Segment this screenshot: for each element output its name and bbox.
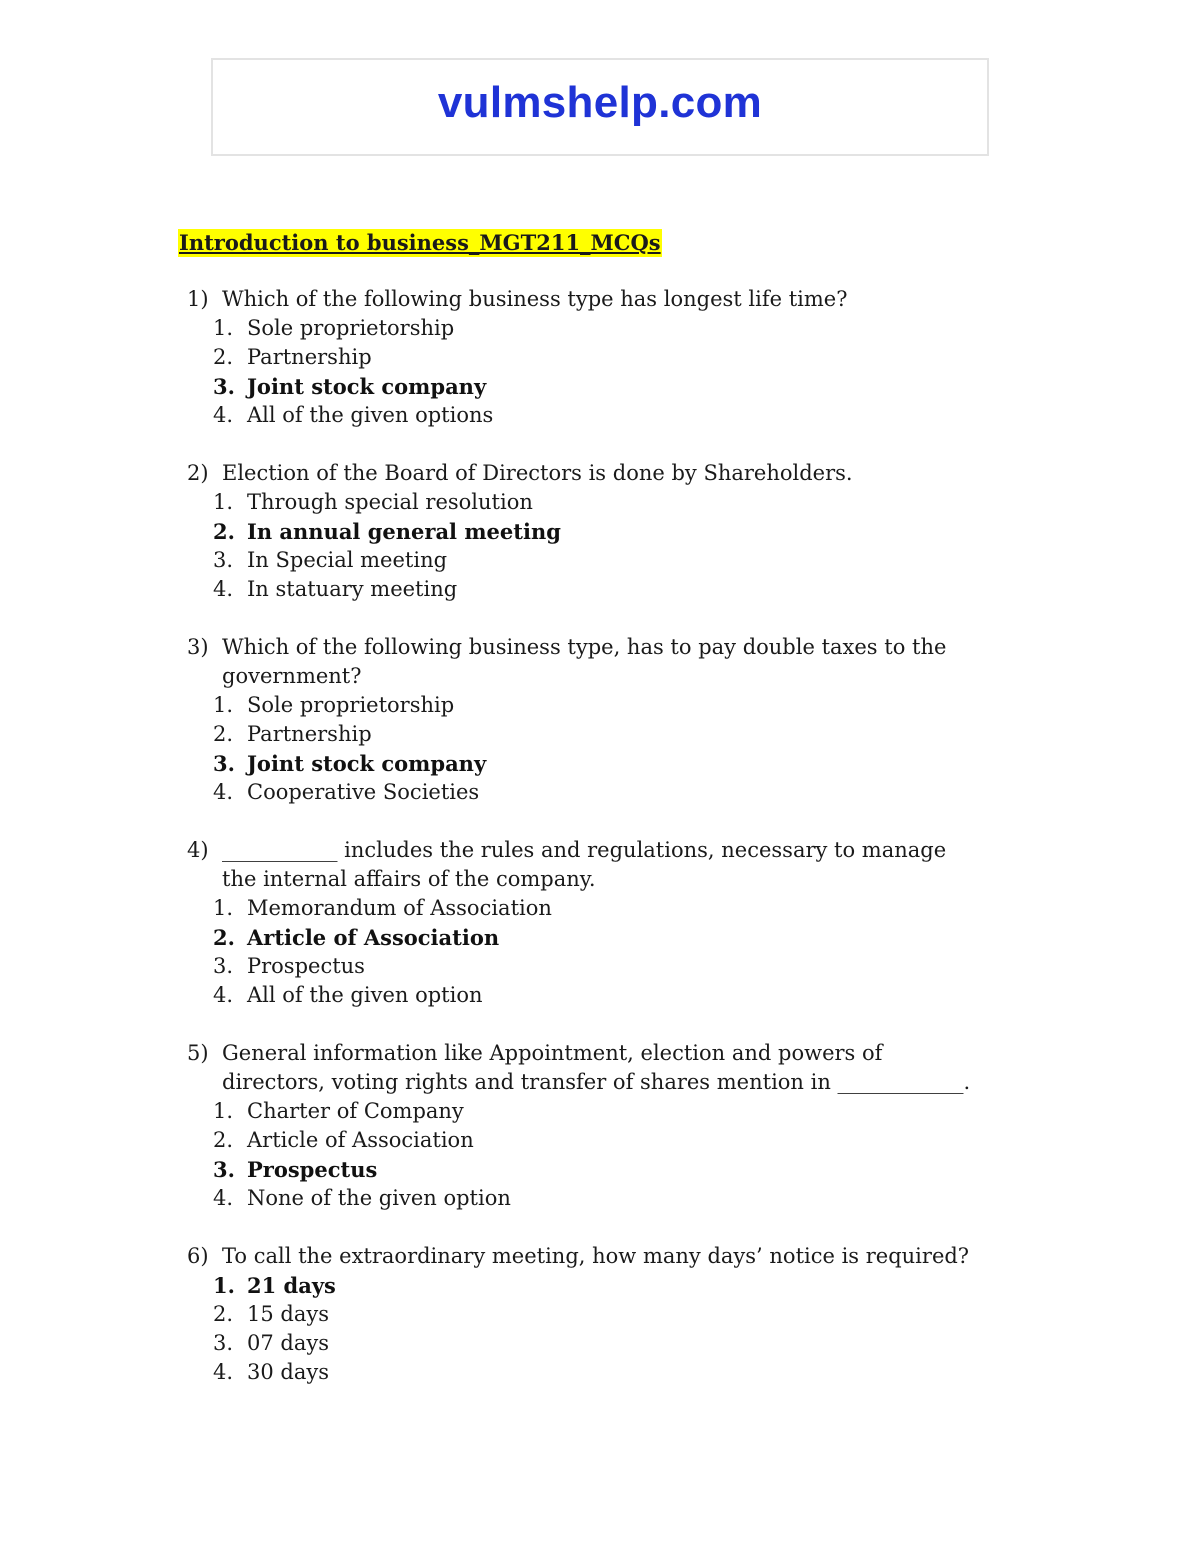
- answer-option: [187, 1097, 987, 1126]
- option-number: 4.: [213, 577, 234, 601]
- correct-answer-option: [187, 517, 987, 546]
- option-number: 1.: [213, 896, 234, 920]
- correct-answer-option: [187, 372, 987, 401]
- option-number: 3.: [213, 751, 235, 776]
- option-number: 3.: [213, 374, 235, 399]
- question-row: [187, 1242, 987, 1271]
- question-text: ___________ includes the rules and regulations, necessary to manage the internal affairs of the company.: [222, 838, 947, 891]
- question-number: 5): [187, 1041, 209, 1065]
- question-item: [187, 285, 987, 430]
- option-text: Prospectus: [247, 954, 365, 978]
- question-number: 2): [187, 461, 209, 485]
- option-text: 07 days: [247, 1331, 330, 1355]
- option-text: In statuary meeting: [247, 577, 458, 601]
- option-number: 2.: [213, 519, 235, 544]
- question-list: [187, 285, 987, 1416]
- answer-option: [187, 488, 987, 517]
- option-text: Charter of Company: [247, 1099, 464, 1123]
- question-text: To call the extraordinary meeting, how many days’ notice is required?: [222, 1244, 970, 1268]
- option-list: [187, 894, 987, 1010]
- answer-option: [187, 401, 987, 430]
- site-banner-text: vulmshelp.com: [437, 78, 763, 127]
- option-list: [187, 1097, 987, 1213]
- option-number: 2.: [213, 345, 234, 369]
- option-number: 3.: [213, 1331, 234, 1355]
- option-number: 3.: [213, 1157, 235, 1182]
- answer-option: [187, 314, 987, 343]
- answer-option: [187, 1329, 987, 1358]
- question-item: [187, 459, 987, 604]
- option-text: Through special resolution: [247, 490, 533, 514]
- option-text: All of the given options: [247, 403, 494, 427]
- question-row: [187, 1039, 987, 1097]
- option-number: 4.: [213, 1360, 234, 1384]
- answer-option: [187, 1126, 987, 1155]
- question-number: 6): [187, 1244, 209, 1268]
- option-number: 1.: [213, 490, 234, 514]
- option-text: Joint stock company: [247, 751, 487, 776]
- question-row: [187, 285, 987, 314]
- option-text: Memorandum of Association: [247, 896, 552, 920]
- answer-option: [187, 720, 987, 749]
- answer-option: [187, 952, 987, 981]
- option-text: 21 days: [247, 1273, 336, 1298]
- option-text: Article of Association: [247, 1128, 474, 1152]
- answer-option: [187, 981, 987, 1010]
- question-row: [187, 836, 987, 894]
- question-row: [187, 633, 987, 691]
- option-list: [187, 488, 987, 604]
- question-row: [187, 459, 987, 488]
- option-text: 15 days: [247, 1302, 330, 1326]
- question-text: Which of the following business type has longest life time?: [222, 287, 848, 311]
- option-number: 3.: [213, 954, 234, 978]
- question-item: [187, 633, 987, 807]
- option-number: 4.: [213, 780, 234, 804]
- question-text: Election of the Board of Directors is done by Shareholders.: [222, 461, 853, 485]
- question-text: General information like Appointment, election and powers of directors, voting rights and transfer of shares mention in ____________.: [222, 1041, 971, 1094]
- option-number: 1.: [213, 1099, 234, 1123]
- option-number: 2.: [213, 722, 234, 746]
- answer-option: [187, 1300, 987, 1329]
- option-number: 3.: [213, 548, 234, 572]
- question-number: 3): [187, 635, 209, 659]
- question-text: Which of the following business type, has to pay double taxes to the government?: [222, 635, 947, 688]
- site-banner: [211, 58, 989, 156]
- option-number: 4.: [213, 983, 234, 1007]
- option-text: Partnership: [247, 345, 372, 369]
- option-text: All of the given option: [247, 983, 483, 1007]
- answer-option: [187, 546, 987, 575]
- option-text: Cooperative Societies: [247, 780, 480, 804]
- option-number: 4.: [213, 403, 234, 427]
- question-item: [187, 1242, 987, 1387]
- option-number: 1.: [213, 316, 234, 340]
- option-text: None of the given option: [247, 1186, 511, 1210]
- correct-answer-option: [187, 1155, 987, 1184]
- option-text: In annual general meeting: [247, 519, 561, 544]
- answer-option: [187, 1358, 987, 1387]
- option-text: Sole proprietorship: [247, 693, 455, 717]
- option-number: 1.: [213, 1273, 235, 1298]
- correct-answer-option: [187, 1271, 987, 1300]
- correct-answer-option: [187, 749, 987, 778]
- answer-option: [187, 778, 987, 807]
- correct-answer-option: [187, 923, 987, 952]
- answer-option: [187, 343, 987, 372]
- option-list: [187, 314, 987, 430]
- option-text: 30 days: [247, 1360, 330, 1384]
- option-number: 2.: [213, 925, 235, 950]
- question-item: [187, 836, 987, 1010]
- option-number: 1.: [213, 693, 234, 717]
- answer-option: [187, 691, 987, 720]
- option-text: Partnership: [247, 722, 372, 746]
- option-text: Joint stock company: [247, 374, 487, 399]
- option-number: 4.: [213, 1186, 234, 1210]
- question-number: 4): [187, 838, 209, 862]
- answer-option: [187, 1184, 987, 1213]
- option-text: In Special meeting: [247, 548, 448, 572]
- option-list: [187, 691, 987, 807]
- answer-option: [187, 575, 987, 604]
- option-list: [187, 1271, 987, 1387]
- answer-option: [187, 894, 987, 923]
- question-item: [187, 1039, 987, 1213]
- option-text: Prospectus: [247, 1157, 378, 1182]
- document-title: Introduction to business_MGT211_MCQs: [179, 230, 661, 255]
- option-text: Article of Association: [247, 925, 500, 950]
- question-number: 1): [187, 287, 209, 311]
- option-text: Sole proprietorship: [247, 316, 455, 340]
- option-number: 2.: [213, 1128, 234, 1152]
- option-number: 2.: [213, 1302, 234, 1326]
